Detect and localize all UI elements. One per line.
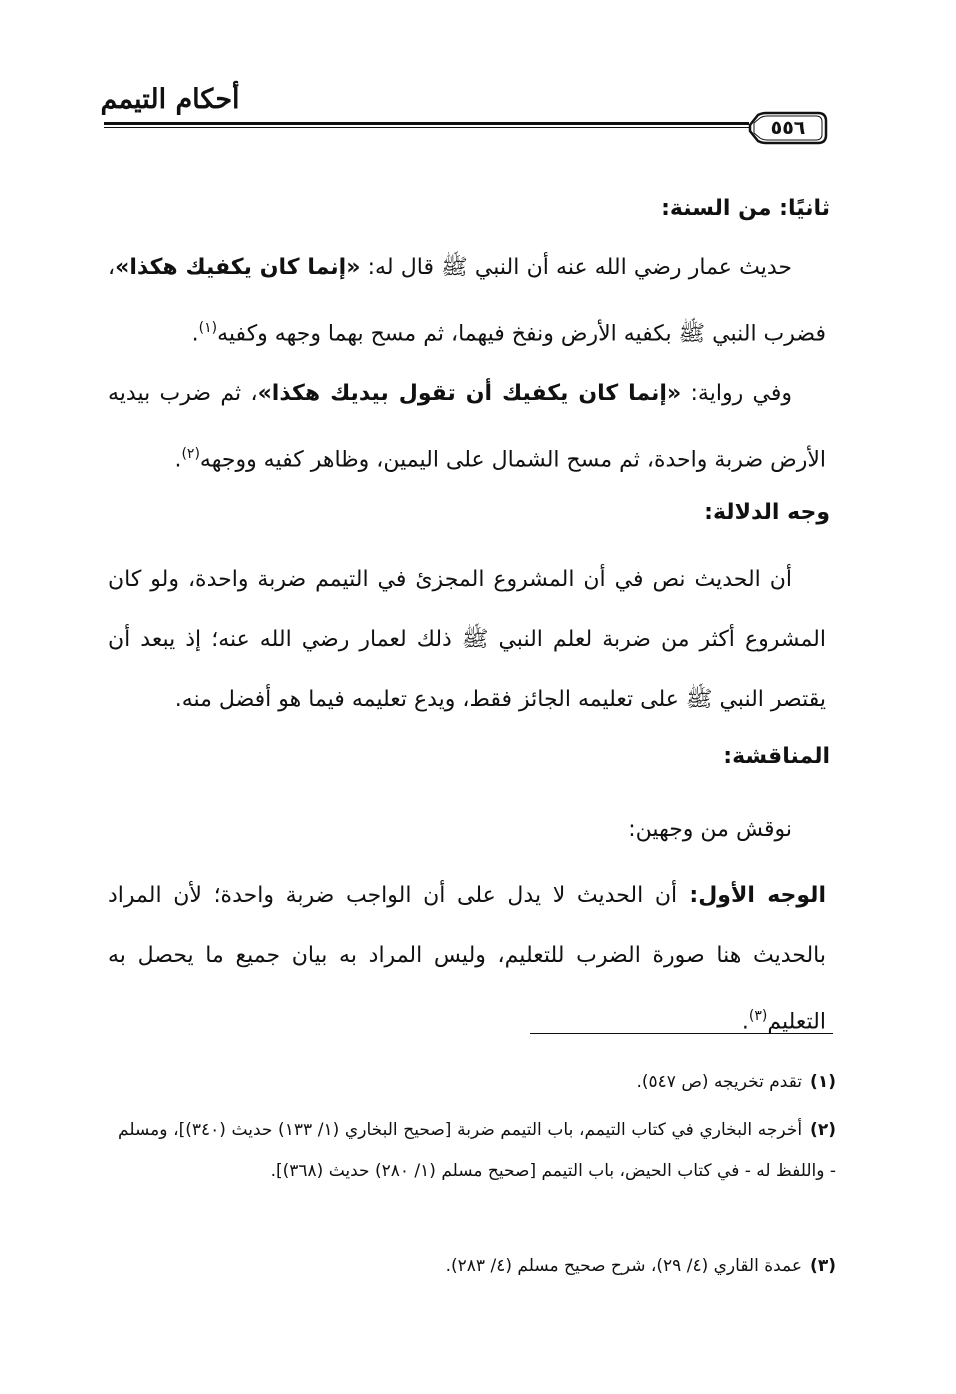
para1-text-a: حديث عمار رضي الله عنه أن النبي ﷺ قال له:: [360, 255, 792, 280]
footnote-ref-1: (١): [198, 320, 218, 336]
para1-end: .: [191, 321, 199, 347]
footnote-3-number: (٣): [810, 1256, 836, 1276]
paragraph-hadith-2: [108, 364, 826, 484]
section-heading: ثانيًا: من السنة:: [661, 196, 830, 221]
footnote-2-text: أخرجه البخاري في كتاب التيمم، باب التيمم ضربة [صحيح البخاري (١/ ١٣٣) حديث (٣٤٠)]، ومسلم - واللفظ له - في كتاب الحيض، باب التيمم [صحيح مسلم (١/ ٢٨٠) حديث (٣٦٨)].: [118, 1120, 836, 1181]
heading-indication: وجه الدلالة:: [704, 500, 830, 525]
paragraph-hadith-1: [108, 238, 826, 358]
footnote-1-number: (١): [810, 1072, 836, 1092]
para5-label: الوجه الأول:: [677, 883, 826, 908]
footnote-1: [118, 1062, 836, 1103]
paragraph-discussion-intro: [108, 800, 826, 860]
footnote-2-number: (٢): [810, 1120, 836, 1140]
para2-quote: «إنما كان يكفيك أن تقول بيديك هكذا»: [257, 381, 682, 406]
running-header-title: أحكام التيمم: [100, 84, 240, 115]
para2-end: .: [174, 447, 182, 473]
header-rule: [104, 122, 749, 128]
para2-text-a: وفي رواية:: [681, 381, 792, 406]
para5-end: .: [741, 1009, 749, 1035]
footnote-ref-2: (٢): [181, 446, 200, 462]
footnote-3-text: عمدة القاري (٤/ ٢٩)، شرح صحيح مسلم (٤/ ٢٨٣).: [445, 1256, 803, 1276]
para5-text: أن الحديث لا يدل على أن الواجب ضربة واحدة؛ لأن المراد بالحديث هنا صورة الضرب للتعليم، وليس المراد به بيان جميع ما يحصل به التعليم: [108, 883, 826, 1035]
page-number: ٥٥٦: [770, 117, 806, 139]
footnote-separator: [530, 1033, 833, 1034]
para4-text: نوقش من وجهين:: [628, 817, 792, 842]
paragraph-first-aspect: [108, 866, 826, 1035]
footnote-2: [118, 1110, 836, 1192]
paragraph-indication: [108, 550, 826, 730]
para1-text-b: ، فضرب النبي ﷺ بكفيه الأرض ونفخ فيهما، ثم مسح بهما وجهه وكفيه: [108, 255, 826, 347]
para1-quote: «إنما كان يكفيك هكذا»: [115, 255, 361, 280]
footnote-3: [118, 1246, 836, 1287]
page-number-badge: [748, 111, 828, 145]
heading-discussion: المناقشة:: [723, 744, 830, 769]
footnote-ref-3: (٣): [748, 1008, 768, 1024]
para2-text-b: ، ثم ضرب بيديه الأرض ضربة واحدة، ثم مسح الشمال على اليمين، وظاهر كفيه ووجهه: [108, 381, 826, 473]
para3-text: أن الحديث نص في أن المشروع المجزئ في التيمم ضربة واحدة، ولو كان المشروع أكثر من ضربة لعلم النبي ﷺ ذلك لعمار رضي الله عنه؛ إذ يبعد أن يقتصر النبي ﷺ على تعليمه الجائز فقط، ويدع تعليمه فيما هو أفضل منه.: [108, 567, 826, 712]
footnote-1-text: تقدم تخريجه (ص ٥٤٧).: [636, 1072, 803, 1092]
